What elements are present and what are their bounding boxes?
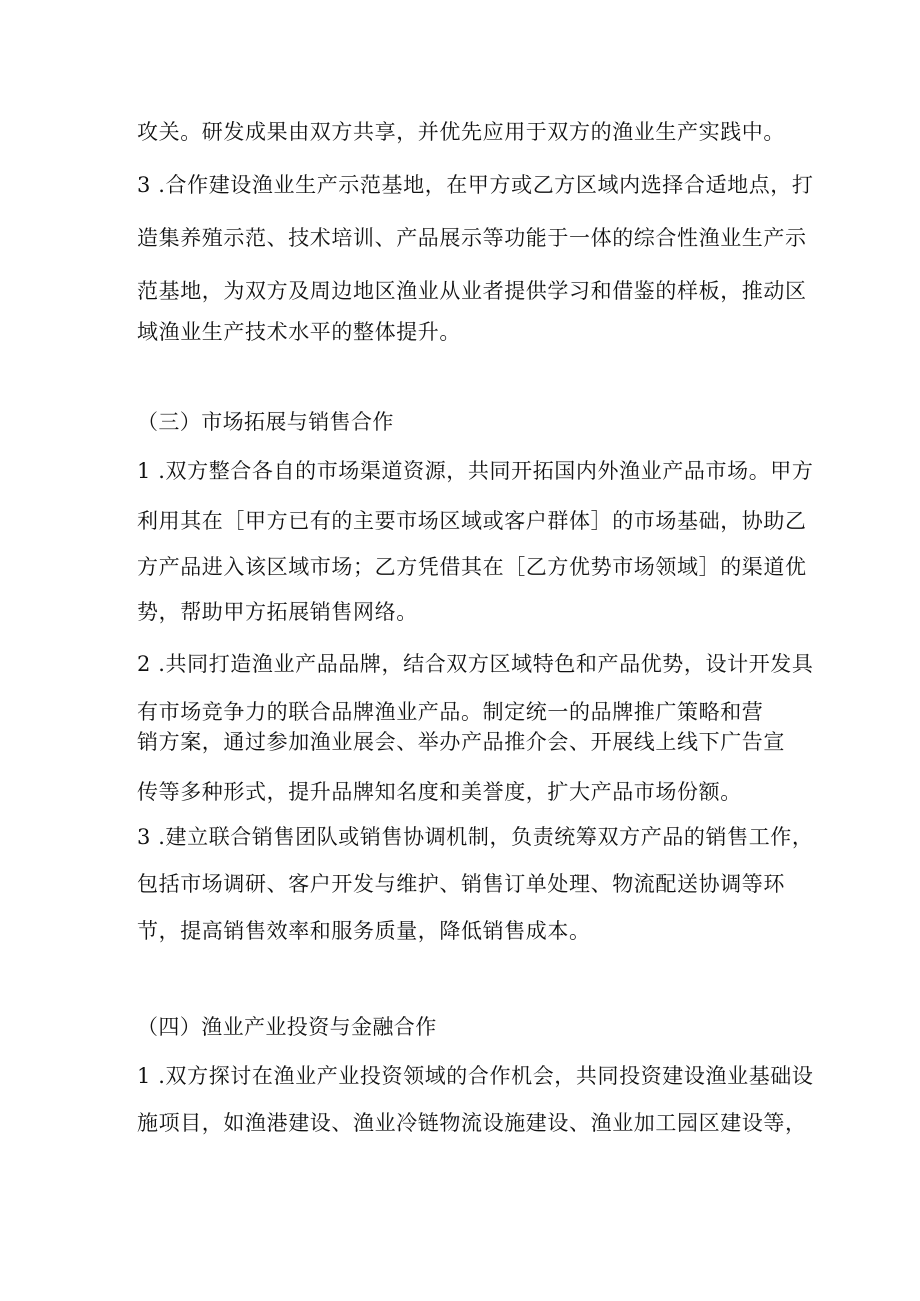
- text-line: 造集养殖示范、技术培训、产品展示等功能于一体的综合性渔业生产示: [137, 226, 807, 250]
- text-line: 域渔业生产技术水平的整体提升。: [137, 320, 461, 344]
- list-item-line: 1 .双方探讨在渔业产业投资领域的合作机会，共同投资建设渔业基础设: [137, 1064, 814, 1088]
- text-line: 销方案，通过参加渔业展会、举办产品推介会、开展线上线下广告宣: [137, 730, 785, 754]
- text-line: 方产品进入该区域市场；乙方凭借其在［乙方优势市场领域］的渠道优: [137, 555, 807, 579]
- text-line: 利用其在［甲方已有的主要市场区域或客户群体］的市场基础，协助乙: [137, 509, 807, 533]
- text-line: 传等多种形式，提升品牌知名度和美誉度，扩大产品市场份额。: [137, 780, 742, 804]
- list-item-line: 3 .合作建设渔业生产示范基地，在甲方或乙方区域内选择合适地点，打: [137, 173, 814, 197]
- text-line: 有市场竞争力的联合品牌渔业产品。制定统一的品牌推广策略和营: [137, 700, 764, 724]
- text-line: 节，提高销售效率和服务质量，降低销售成本。: [137, 919, 591, 943]
- list-item-line: 2 .共同打造渔业产品品牌，结合双方区域特色和产品优势，设计开发具: [137, 652, 814, 676]
- text-line: 包括市场调研、客户开发与维护、销售订单处理、物流配送协调等环: [137, 872, 785, 896]
- list-item-line: 3 .建立联合销售团队或销售协调机制，负责统筹双方产品的销售工作，: [137, 825, 814, 849]
- section-heading-three: （三）市场拓展与销售合作: [137, 410, 394, 434]
- text-line: 范基地，为双方及周边地区渔业从业者提供学习和借鉴的样板，推动区: [137, 279, 807, 303]
- text-line: 施项目，如渔港建设、渔业冷链物流设施建设、渔业加工园区建设等，: [137, 1111, 807, 1135]
- section-heading-four: （四）渔业产业投资与金融合作: [137, 1015, 437, 1039]
- text-line: 攻关。研发成果由双方共享，并优先应用于双方的渔业生产实践中。: [137, 120, 785, 144]
- list-item-line: 1 .双方整合各自的市场渠道资源，共同开拓国内外渔业产品市场。甲方: [137, 459, 814, 483]
- text-line: 势，帮助甲方拓展销售网络。: [137, 600, 418, 624]
